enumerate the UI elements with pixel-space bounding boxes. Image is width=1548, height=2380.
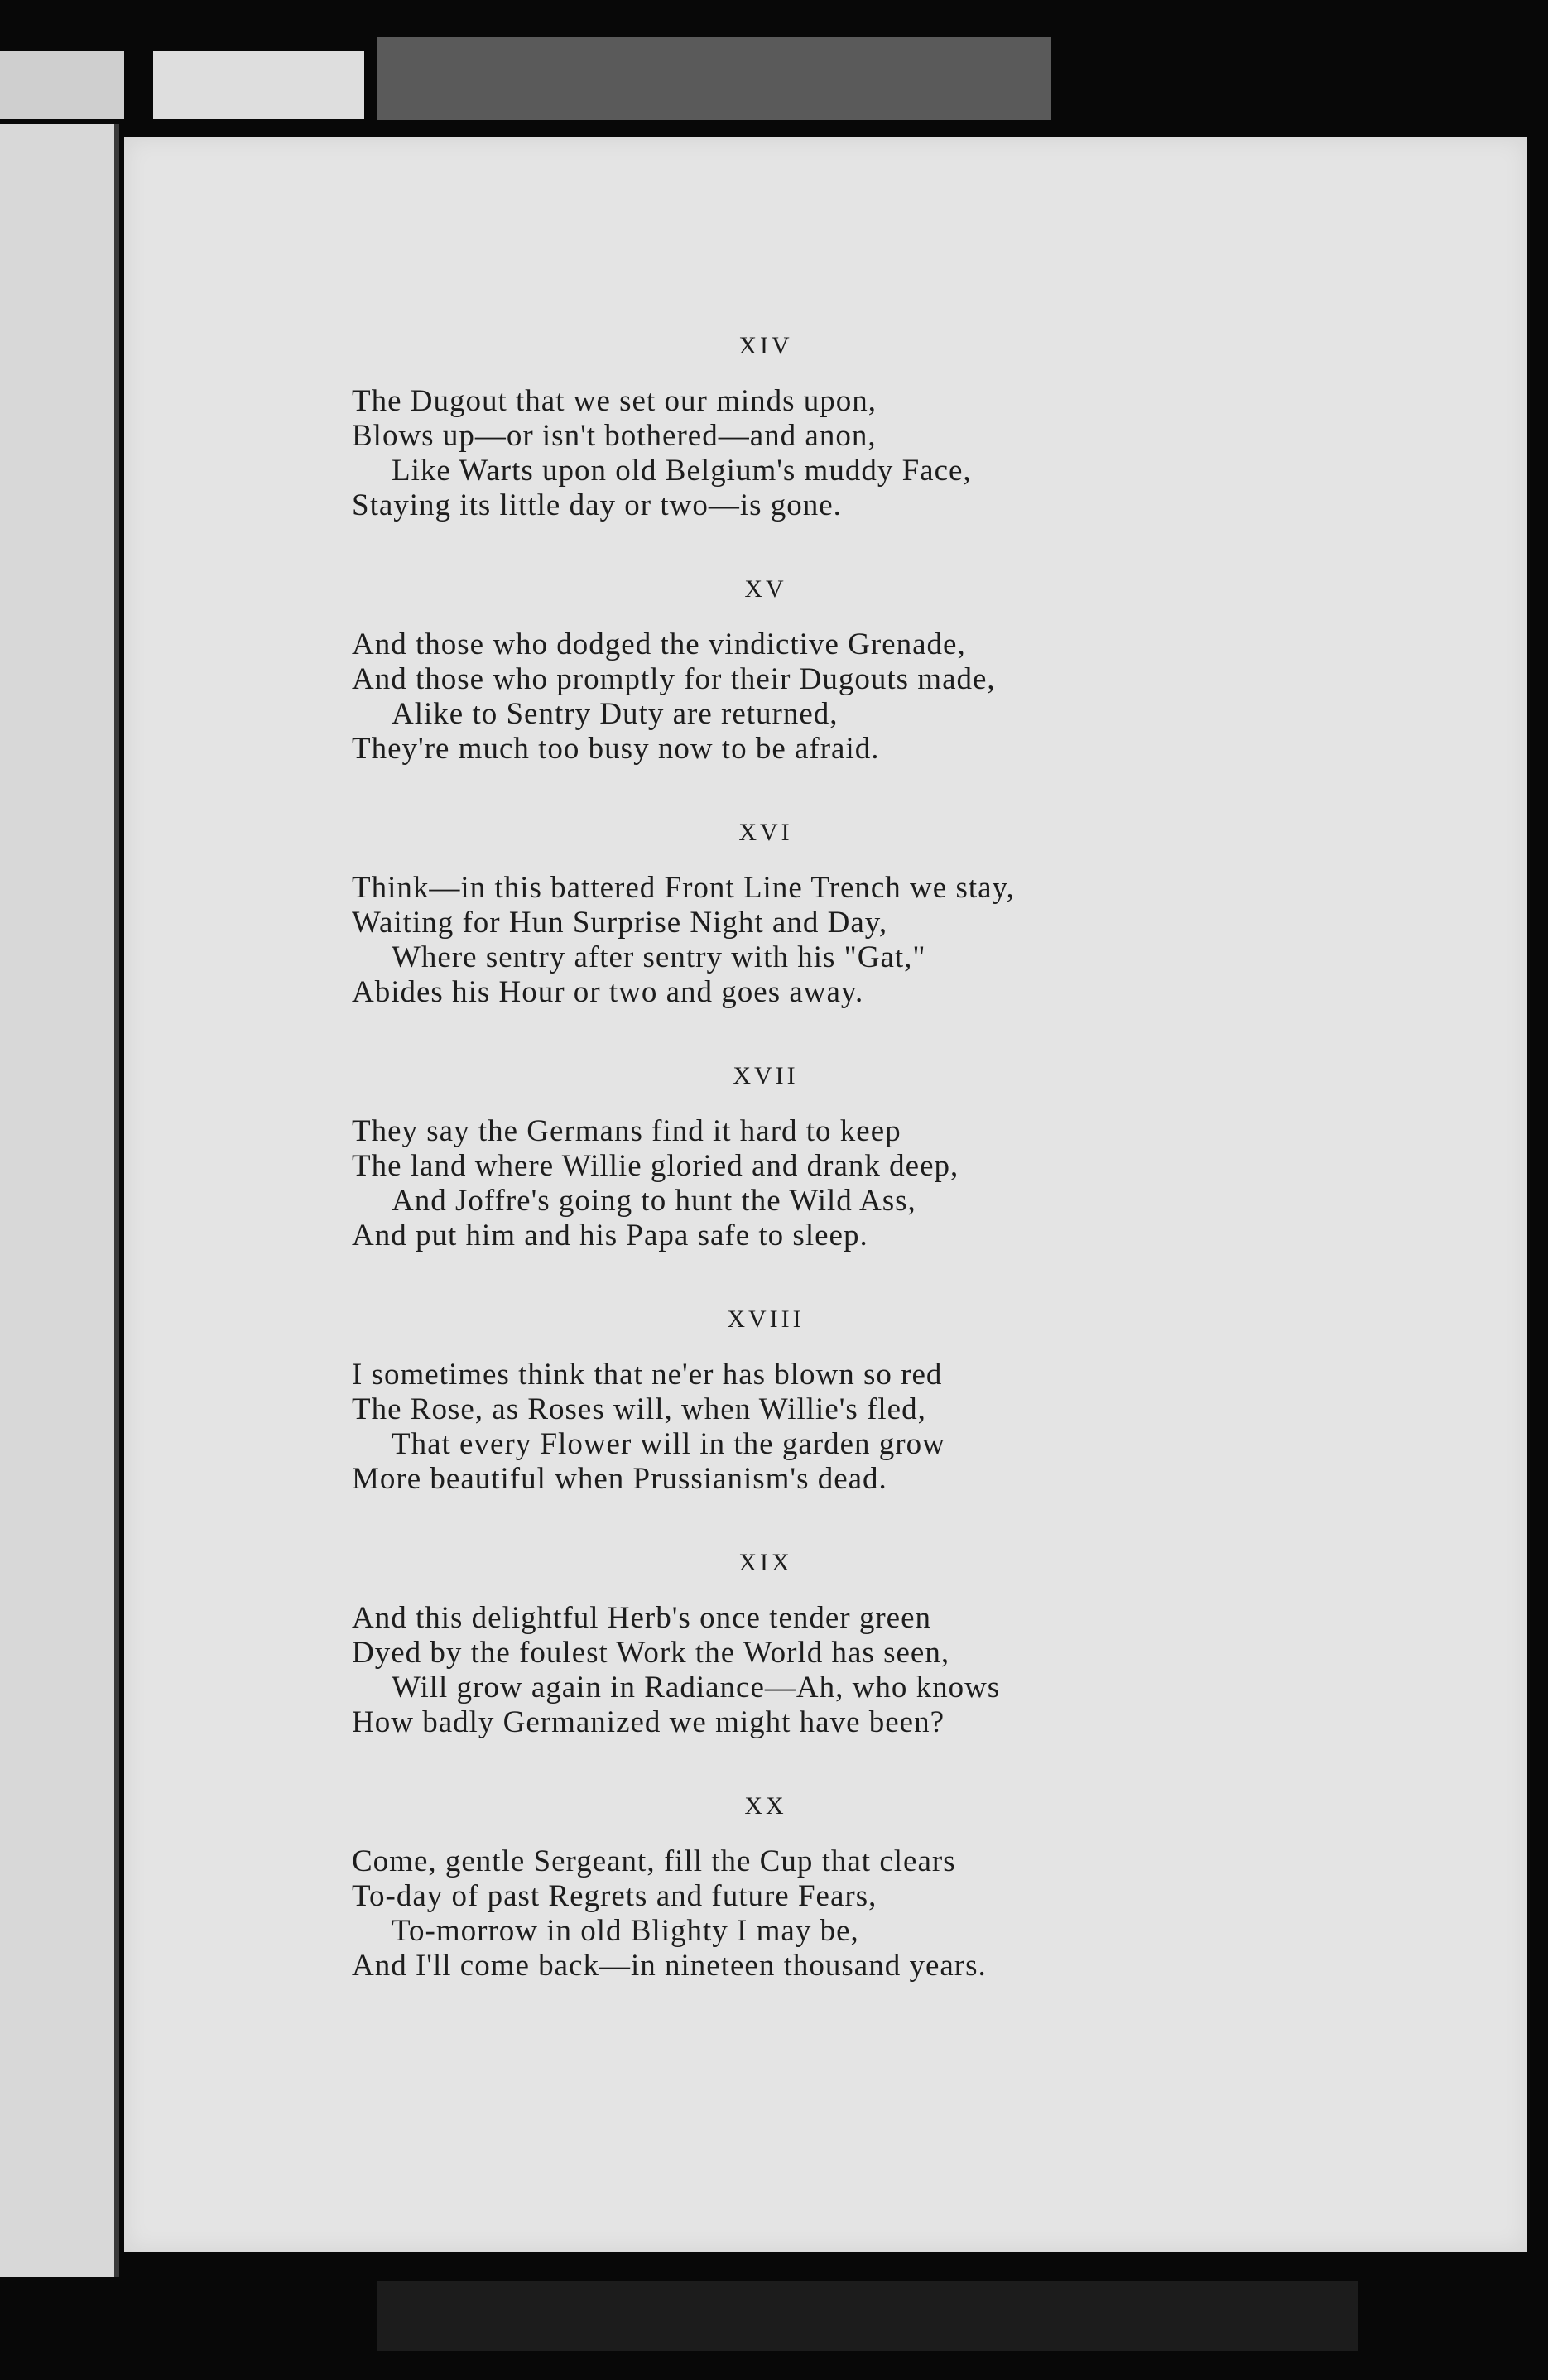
- scan-margin-strip: [153, 51, 364, 119]
- stanza: [352, 329, 1345, 523]
- scan-margin-strip: [377, 37, 1051, 120]
- verse-line: And I'll come back—in nineteen thousand years.: [352, 1949, 987, 1983]
- scan-margin-strip: [0, 51, 124, 119]
- verse-line: Dyed by the foulest Work the World has seen,: [352, 1636, 950, 1670]
- verse-line: Alike to Sentry Duty are returned,: [392, 697, 839, 731]
- verse-line: Will grow again in Radiance—Ah, who knows: [392, 1671, 1001, 1704]
- stanza: [352, 573, 1345, 767]
- verse-line: And this delightful Herb's once tender green: [352, 1601, 932, 1635]
- stanza: [352, 1303, 1345, 1497]
- verse-line: And Joffre's going to hunt the Wild Ass,: [392, 1184, 916, 1218]
- stanza-numeral: XVIII: [727, 1305, 805, 1333]
- verse-line: And put him and his Papa safe to sleep.: [352, 1219, 868, 1253]
- verse-line: Like Warts upon old Belgium's muddy Face,: [392, 454, 972, 488]
- verse-line: Abides his Hour or two and goes away.: [352, 975, 864, 1009]
- verse-line: Blows up—or isn't bothered—and anon,: [352, 419, 877, 453]
- page-gutter: [114, 124, 119, 2277]
- verse-line: Think—in this battered Front Line Trench we stay,: [352, 871, 1015, 905]
- verse-line: More beautiful when Prussianism's dead.: [352, 1462, 887, 1496]
- verse-line: They're much too busy now to be afraid.: [352, 732, 880, 766]
- verse-line: Staying its little day or two—is gone.: [352, 488, 842, 522]
- stanza-numeral: XIX: [738, 1549, 793, 1576]
- stanza-numeral: XIV: [738, 332, 793, 359]
- stanza: [352, 1060, 1345, 1253]
- verse-line: To-morrow in old Blighty I may be,: [392, 1914, 859, 1948]
- verse-line: I sometimes think that ne'er has blown so red: [352, 1358, 943, 1392]
- verse-line: That every Flower will in the garden grow: [392, 1427, 945, 1461]
- stanza-numeral: XVII: [733, 1062, 799, 1089]
- verse-line: And those who dodged the vindictive Grenade,: [352, 627, 966, 661]
- verse-line: The Rose, as Roses will, when Willie's fled,: [352, 1392, 926, 1426]
- stanza-numeral: XX: [744, 1792, 787, 1820]
- stanza-numeral: XVI: [738, 819, 793, 846]
- verse-line: The Dugout that we set our minds upon,: [352, 384, 877, 418]
- stanza: [352, 1790, 1345, 1983]
- stanza: [352, 816, 1345, 1010]
- stanza: [352, 1546, 1345, 1740]
- poem: [352, 329, 1345, 2033]
- verse-line: The land where Willie gloried and drank deep,: [352, 1149, 959, 1183]
- verse-line: Come, gentle Sergeant, fill the Cup that clears: [352, 1844, 956, 1878]
- stanza-numeral: XV: [744, 575, 787, 603]
- verse-line: How badly Germanized we might have been?: [352, 1705, 945, 1739]
- adjacent-page-edge: [0, 124, 118, 2277]
- verse-line: Waiting for Hun Surprise Night and Day,: [352, 906, 888, 940]
- verse-line: And those who promptly for their Dugouts made,: [352, 662, 996, 696]
- scan-margin-strip: [377, 2281, 1358, 2351]
- verse-line: Where sentry after sentry with his "Gat,": [392, 940, 926, 974]
- book-page: [124, 137, 1527, 2252]
- verse-line: They say the Germans find it hard to keep: [352, 1114, 901, 1148]
- verse-line: To-day of past Regrets and future Fears,: [352, 1879, 877, 1913]
